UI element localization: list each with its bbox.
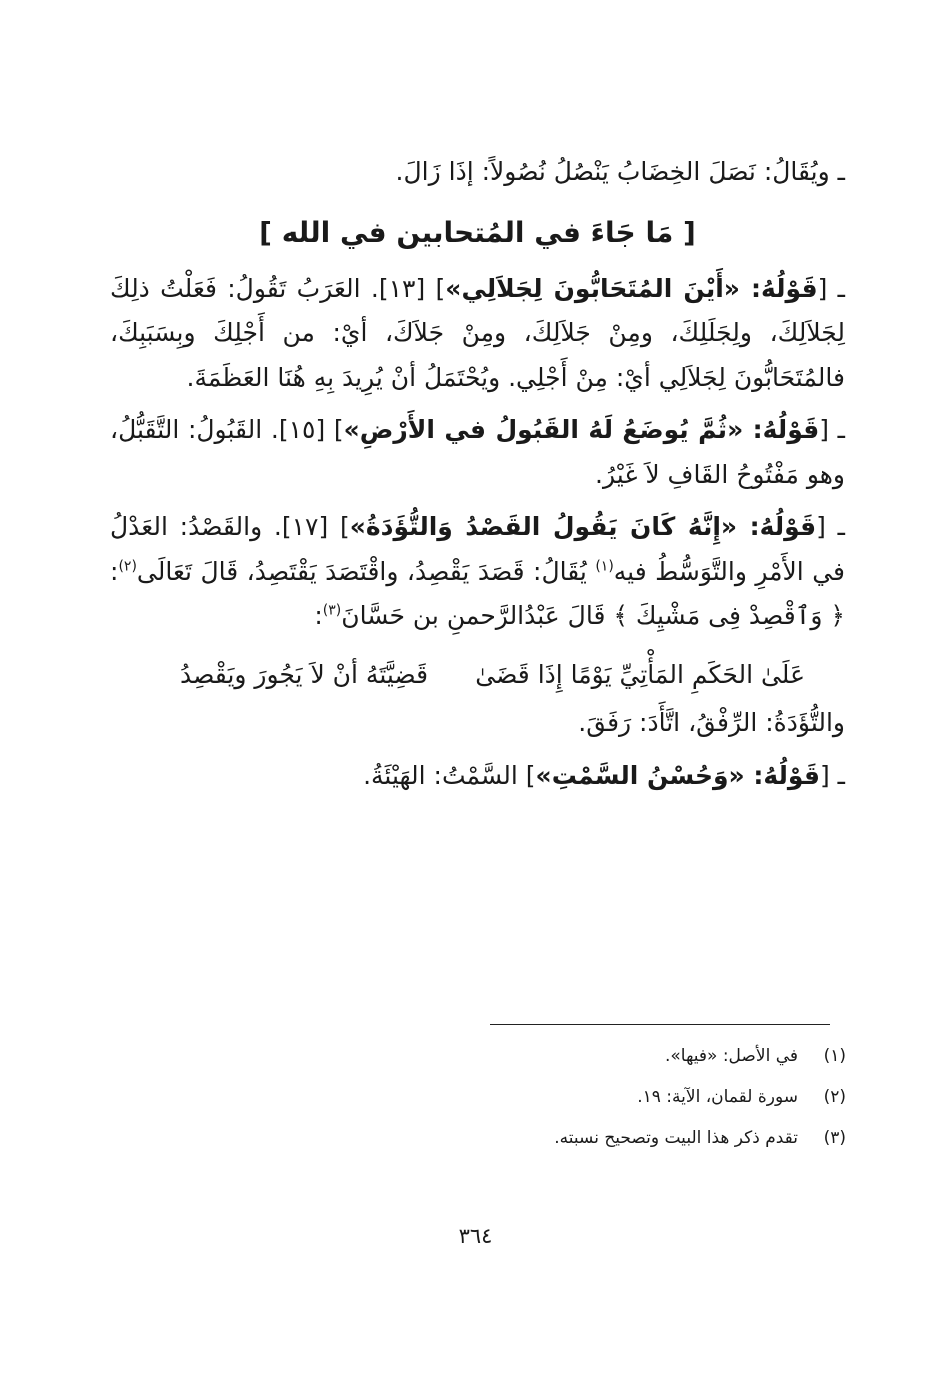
verse-hemistich-first: عَلَىٰ الحَكَمِ المَأْتِيِّ يَوْمًا إِذَا قَضَىٰ — [475, 659, 805, 689]
quoted-hadith: قَوْلُهُ: «ثُمَّ يُوضَعُ لَهُ القَبُولُ في الأَرْضِ» — [343, 415, 820, 444]
footnote-item — [346, 1086, 846, 1108]
quoted-hadith: قَوْلُهُ: «أَيْنَ المُتَحَابُّونَ لِجَلاَلِي» — [445, 273, 818, 303]
footnote-item — [346, 1045, 846, 1067]
paragraph-3: ـ [قَوْلُهُ: «إِنَّهُ كَانَ يَقُولُ القَصْدُ وَالتُّؤَدَةُ»] [١٧]. والقَصْدُ: العَدْلُ في الأَمْرِ والتَّوَسُّطُ فيه$^{(١)}$ يُقَالُ: قَصَدَ يَقْصِدُ، واقْتَصَدَ يَقْتَصِدُ، قَالَ تَعَالَى$^{(٢)}$: ﴿ وَٱقْصِدْ فِى مَشْيِكَ ﴾ قَالَ عَبْدُالرَّحمنِ بن حَسَّانَ$^{(٣)}$: — [110, 512, 846, 630]
footnotes — [346, 1045, 846, 1168]
footnote-divider — [490, 1024, 830, 1025]
footnote-marker[interactable]: (١) — [595, 558, 614, 575]
footnote-text: سورة لقمان، الآية: ١٩. — [637, 1087, 798, 1107]
paragraph-5: ـ [قَوْلُهُ: «وَحُسْنُ السَّمْتِ»] السَّمْتُ: الهَيْئَةُ. — [363, 760, 845, 790]
quoted-hadith: قَوْلُهُ: «إِنَّهُ كَانَ يَقُولُ القَصْدُ وَالتُّؤَدَةُ» — [349, 512, 817, 541]
section-heading: [ مَا جَاءَ في المُتحابين في الله ] — [259, 215, 696, 249]
footnote-text: تقدم ذكر هذا البيت وتصحيح نسبته. — [554, 1128, 798, 1148]
intro-paragraph: ـ ويُقَالُ: نَصَلَ الخِضَابُ يَنْصُلُ نُصُولاً: إذَا زَالَ. — [395, 157, 845, 186]
verse-hemistich-second: قَضِيَّتَهُ أنْ لاَ يَجُورَ ويَقْصِدُ — [180, 659, 429, 689]
page-number: ٣٦٤ — [458, 1224, 493, 1248]
footnote-number: (٣) — [823, 1128, 846, 1148]
footnote-marker[interactable]: (٢) — [118, 558, 137, 575]
footnote-text: في الأصل: «فيها». — [664, 1046, 798, 1066]
quoted-hadith: قَوْلُهُ: «وَحُسْنُ السَّمْتِ» — [535, 760, 820, 790]
footnote-marker[interactable]: (٣) — [322, 602, 342, 619]
poetry-verse — [110, 653, 845, 698]
footnote-item — [346, 1127, 846, 1149]
footnote-number: (٢) — [823, 1087, 846, 1107]
paragraph-4: والتُّؤَدَةُ: الرِّفْقُ، اتَّأَدَ: رَفَقَ. — [578, 708, 845, 737]
main-text — [110, 150, 845, 798]
paragraph-2: ـ [قَوْلُهُ: «ثُمَّ يُوضَعُ لَهُ القَبُولُ في الأَرْضِ»] [١٥]. القَبُولُ: التَّقَبُّلُ، وهو مَفْتُوحُ القَافِ لاَ غَيْرُ. — [110, 415, 845, 489]
paragraph-1: ـ [قَوْلُهُ: «أَيْنَ المُتَحَابُّونَ لِجَلاَلِي»] [١٣]. العَرَبُ تَقُولُ: فَعَلْتُ ذلِكَ لِجَلاَلِكَ، ولِجَلَلِكَ، ومِنْ جَلاَلِكَ، ومِنْ جَلاَكَ، أيْ: من أَجْلِكَ وبِسَبَبِكَ، فالمُتَحَابُّونَ لِجَلاَلِي أيْ: مِنْ أَجْلِي. ويُحْتَمَلُ أنْ يُرِيدَ بِهِ هُنَا العَظَمَةَ. — [110, 273, 845, 392]
footnote-number: (١) — [823, 1046, 846, 1066]
